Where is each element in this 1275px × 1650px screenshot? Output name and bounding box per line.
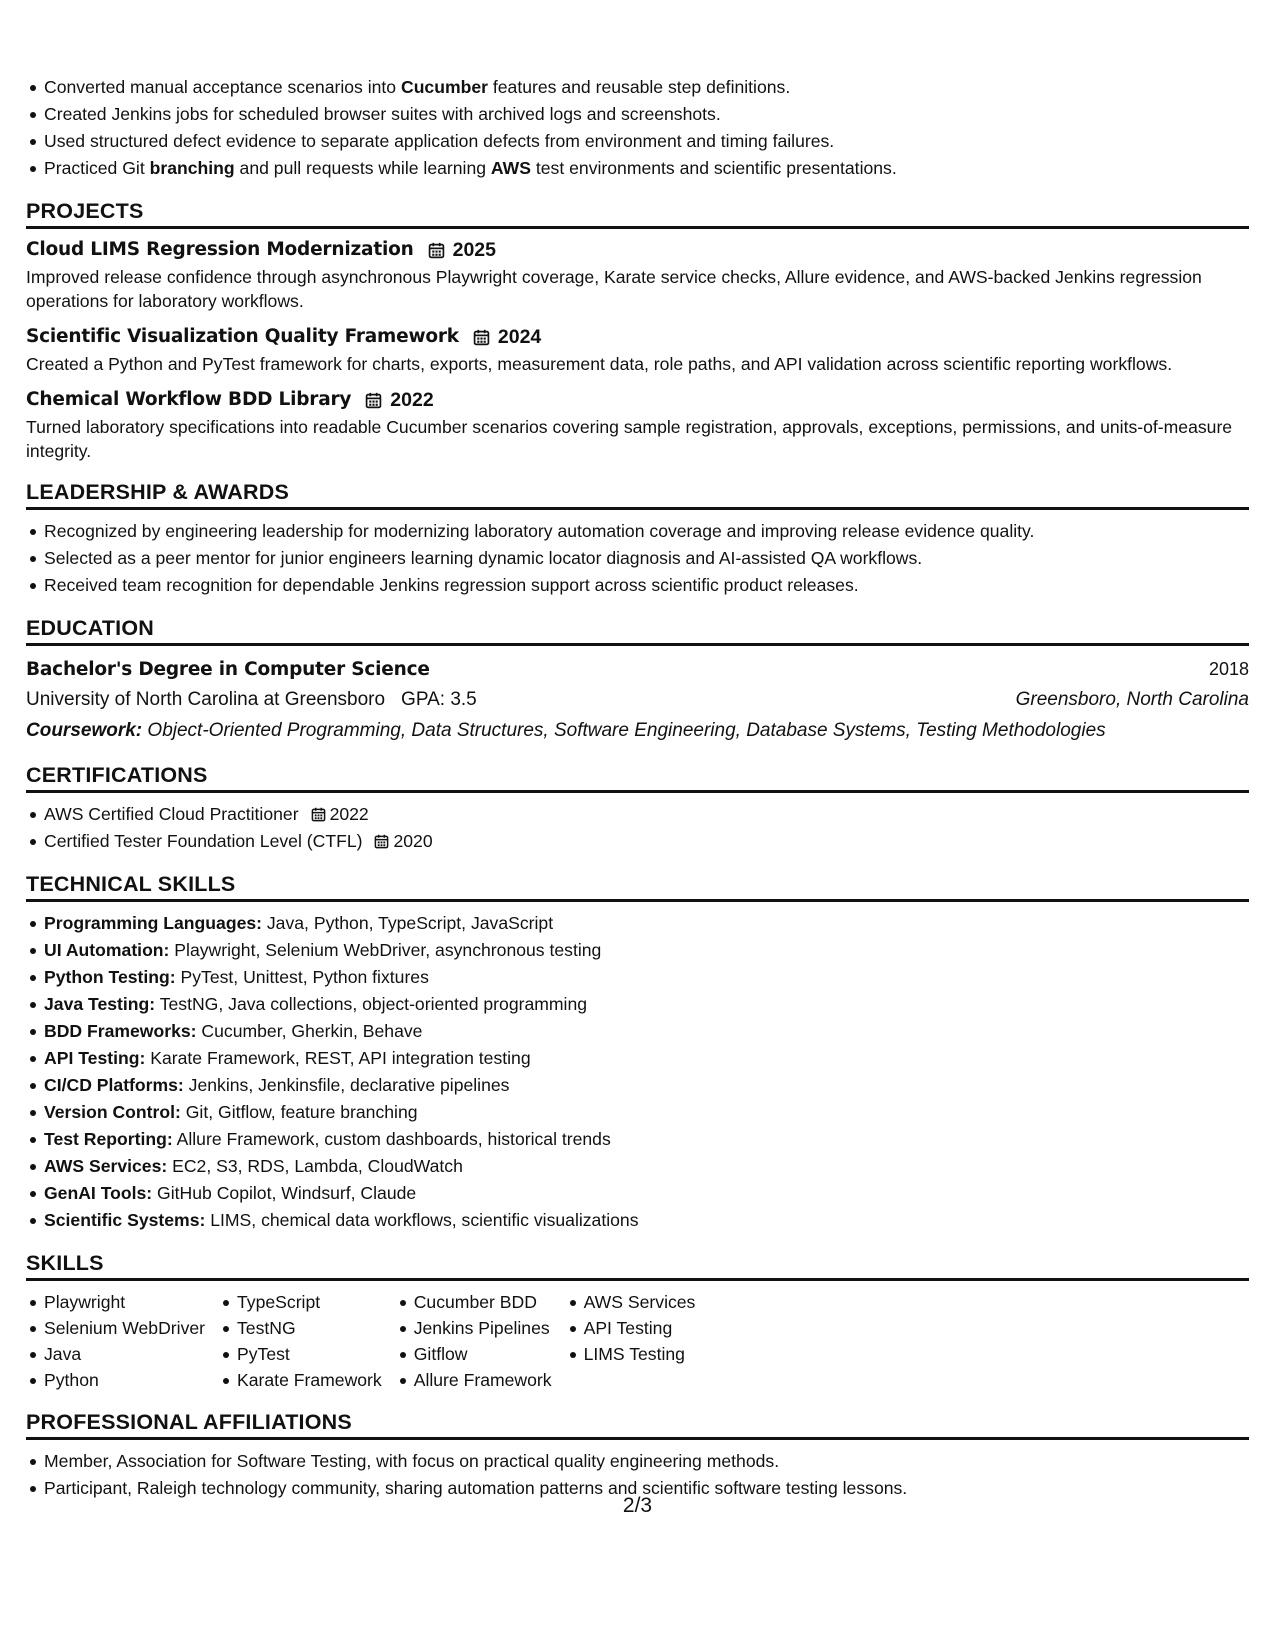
- list-item: Recognized by engineering leadership for modernizing laboratory automation coverage and improving release evidence quality.: [44, 518, 1249, 545]
- list-item: [44, 801, 1249, 828]
- graduation-year: 2018: [1208, 659, 1249, 679]
- project-description: Turned laboratory specifications into readable Cucumber scenarios covering sample registration, approvals, exceptions, permissions, and units-of-measure integrity.: [26, 417, 1233, 461]
- calendar-icon: [473, 329, 490, 346]
- experience-bullets: [26, 74, 1249, 182]
- calendar-icon: [365, 392, 382, 409]
- project-year: 2024: [497, 326, 542, 348]
- list-item: Python: [44, 1367, 205, 1393]
- list-item: Java: [44, 1341, 205, 1367]
- list-item: Selected as a peer mentor for junior engineers learning dynamic locator diagnosis and AI-assisted QA workflows.: [44, 545, 1249, 572]
- list-item: TypeScript: [237, 1289, 382, 1315]
- project-name: Chemical Workflow BDD Library: [26, 389, 352, 410]
- coursework: Coursework: Object-Oriented Programming, Data Structures, Software Engineering, Database Systems, Testing Methodologies: [26, 720, 1106, 741]
- list-item: Received team recognition for dependable Jenkins regression support across scientific product releases.: [44, 572, 1249, 599]
- technical-skills-section: [26, 871, 1249, 1234]
- page-number: 2/3: [622, 1494, 653, 1517]
- project-year: 2025: [452, 239, 496, 261]
- section-title: CERTIFICATIONS: [26, 762, 1249, 793]
- list-item: Test Reporting: Allure Framework, custom dashboards, historical trends: [44, 1126, 1249, 1153]
- section-title: PROJECTS: [26, 198, 1249, 229]
- list-item: BDD Frameworks: Cucumber, Gherkin, Behave: [44, 1018, 1249, 1045]
- list-item: Jenkins Pipelines: [414, 1315, 552, 1341]
- list-item: LIMS Testing: [584, 1341, 696, 1367]
- list-item: Karate Framework: [237, 1367, 382, 1393]
- section-title: SKILLS: [26, 1250, 1249, 1281]
- calendar-icon: [428, 242, 445, 259]
- list-item: CI/CD Platforms: Jenkins, Jenkinsfile, declarative pipelines: [44, 1072, 1249, 1099]
- list-item: Converted manual acceptance scenarios into Cucumber features and reusable step definitions.: [44, 74, 1249, 101]
- list-item: Python Testing: PyTest, Unittest, Python fixtures: [44, 964, 1249, 991]
- gpa: GPA: 3.5: [401, 689, 477, 710]
- list-item: [44, 828, 1249, 855]
- education-section: [26, 615, 1249, 746]
- project-name: Cloud LIMS Regression Modernization: [26, 239, 414, 260]
- list-item: Cucumber BDD: [414, 1289, 552, 1315]
- section-title: PROFESSIONAL AFFILIATIONS: [26, 1409, 1249, 1440]
- project-item: [26, 237, 1249, 313]
- certification-name: Certified Tester Foundation Level (CTFL): [44, 831, 363, 851]
- list-item: Allure Framework: [414, 1367, 552, 1393]
- affiliations-section: [26, 1409, 1249, 1502]
- section-title: TECHNICAL SKILLS: [26, 871, 1249, 902]
- section-title: LEADERSHIP & AWARDS: [26, 479, 1249, 510]
- list-item: GenAI Tools: GitHub Copilot, Windsurf, Claude: [44, 1180, 1249, 1207]
- project-item: [26, 387, 1249, 463]
- section-title: EDUCATION: [26, 615, 1249, 646]
- certifications-section: [26, 762, 1249, 855]
- list-item: API Testing: Karate Framework, REST, API integration testing: [44, 1045, 1249, 1072]
- calendar-icon: [311, 807, 326, 822]
- certification-name: AWS Certified Cloud Practitioner: [44, 804, 299, 824]
- list-item: Programming Languages: Java, Python, TypeScript, JavaScript: [44, 910, 1249, 937]
- list-item: Selenium WebDriver: [44, 1315, 205, 1341]
- project-description: Created a Python and PyTest framework for charts, exports, measurement data, role paths, and API validation across scientific reporting workflows.: [26, 354, 1173, 374]
- calendar-icon: [374, 834, 389, 849]
- certification-year: 2022: [329, 804, 369, 824]
- skills-column: [26, 1289, 205, 1393]
- degree: Bachelor's Degree in Computer Science: [26, 659, 430, 680]
- leadership-section: [26, 479, 1249, 599]
- project-name: Scientific Visualization Quality Framework: [26, 326, 459, 347]
- list-item: Member, Association for Software Testing, with focus on practical quality engineering methods.: [44, 1448, 1249, 1475]
- list-item: API Testing: [584, 1315, 696, 1341]
- list-item: Version Control: Git, Gitflow, feature branching: [44, 1099, 1249, 1126]
- list-item: Scientific Systems: LIMS, chemical data workflows, scientific visualizations: [44, 1207, 1249, 1234]
- list-item: TestNG: [237, 1315, 382, 1341]
- list-item: UI Automation: Playwright, Selenium WebDriver, asynchronous testing: [44, 937, 1249, 964]
- certification-year: 2020: [393, 831, 433, 851]
- project-item: [26, 324, 1249, 376]
- school-name: University of North Carolina at Greensboro: [26, 689, 386, 710]
- list-item: AWS Services: [584, 1289, 696, 1315]
- projects-section: [26, 198, 1249, 463]
- skills-column: [219, 1289, 382, 1393]
- list-item: PyTest: [237, 1341, 382, 1367]
- skills-section: [26, 1250, 1249, 1393]
- skills-column: [566, 1289, 696, 1393]
- skills-column: [396, 1289, 552, 1393]
- list-item: Gitflow: [414, 1341, 552, 1367]
- list-item: Participant, Raleigh technology community, sharing automation patterns and scientific software testing lessons.: [44, 1475, 1249, 1502]
- list-item: Used structured defect evidence to separate application defects from environment and timing failures.: [44, 128, 1249, 155]
- list-item: Playwright: [44, 1289, 205, 1315]
- list-item: Practiced Git branching and pull requests while learning AWS test environments and scientific presentations.: [44, 155, 1249, 182]
- list-item: Created Jenkins jobs for scheduled browser suites with archived logs and screenshots.: [44, 101, 1249, 128]
- list-item: AWS Services: EC2, S3, RDS, Lambda, CloudWatch: [44, 1153, 1249, 1180]
- list-item: Java Testing: TestNG, Java collections, object-oriented programming: [44, 991, 1249, 1018]
- school-location: Greensboro, North Carolina: [1015, 689, 1249, 710]
- project-description: Improved release confidence through asynchronous Playwright coverage, Karate service checks, Allure evidence, and AWS-backed Jenkins regression operations for laboratory workflows.: [26, 267, 1202, 311]
- project-year: 2022: [390, 389, 434, 411]
